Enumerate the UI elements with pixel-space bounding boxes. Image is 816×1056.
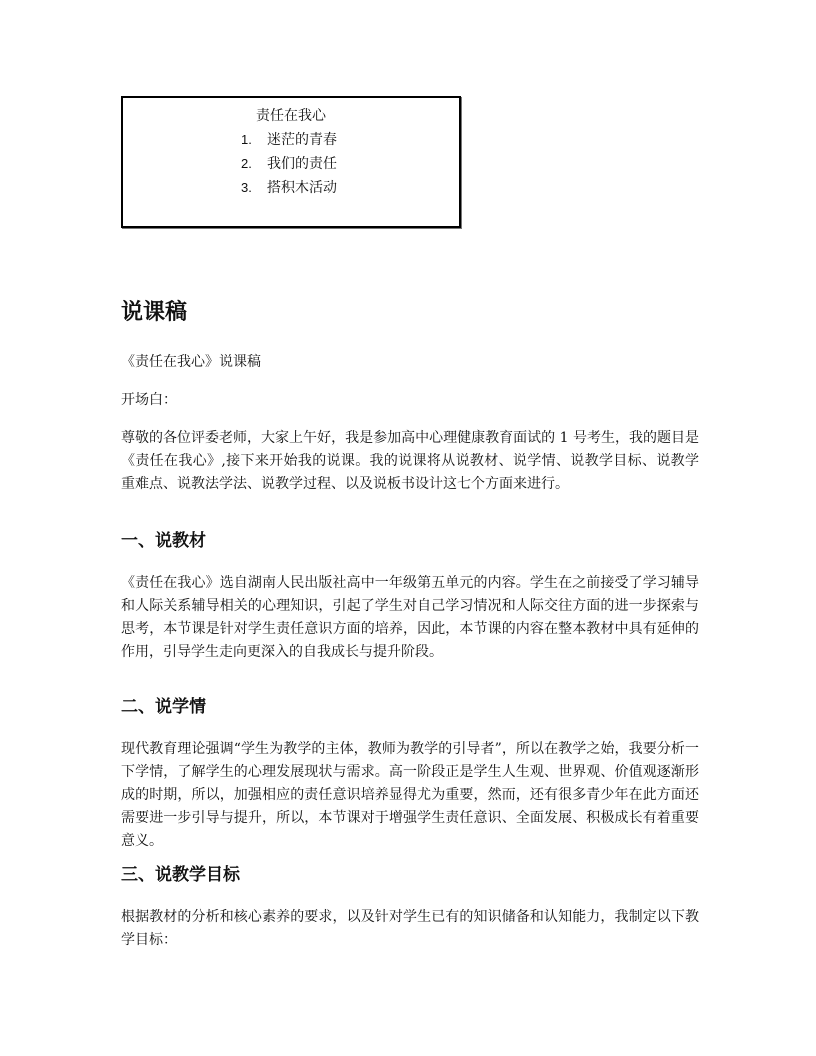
section-heading-students: 二、说学情 [121,697,206,717]
document-title: 说课稿 [121,299,188,325]
section-heading-textbook: 一、说教材 [121,531,206,551]
opening-label: 开场白： [121,392,177,408]
board-title: 责任在我心 [256,108,326,124]
board-outline-list [241,128,337,200]
opening-paragraph: 尊敬的各位评委老师，大家上午好，我是参加高中心理健康教育面试的 1 号考生，我的题目是《责任在我心》,接下来开始我的说课。我的说课将从说教材、说学情、说教学目标、说教学重难点、说教法学法、说教学过程、以及说板书设计这七个方面来进行。 [121,430,699,492]
board-item-text: 迷茫的青春 [267,132,337,148]
board-item-number: 2. [241,156,252,171]
board-item [241,128,337,152]
section-paragraph-objectives: 根据教材的分析和核心素养的要求，以及针对学生已有的知识储备和认知能力，我制定以下教学目标： [121,909,699,948]
board-item [241,152,337,176]
blackboard-design-box [121,96,461,228]
board-item-number: 1. [241,132,252,147]
board-item-text: 我们的责任 [267,156,337,172]
section-paragraph-textbook: 《责任在我心》选自湖南人民出版社高中一年级第五单元的内容。学生在之前接受了学习辅导和人际关系辅导相关的心理知识，引起了学生对自己学习情况和人际交往方面的进一步探索与思考，本节课是针对学生责任意识方面的培养，因此，本节课的内容在整本教材中具有延伸的作用，引导学生走向更深入的自我成长与提升阶段。 [121,575,699,660]
board-item-text: 搭积木活动 [267,180,337,196]
board-item [241,176,337,200]
section-heading-objectives: 三、说教学目标 [121,865,240,885]
section-paragraph-students: 现代教育理论强调“学生为教学的主体，教师为教学的引导者”，所以在教学之始，我要分析一下学情，了解学生的心理发展现状与需求。高一阶段正是学生人生观、世界观、价值观逐渐形成的时期，所以，加强相应的责任意识培养显得尤为重要，然而，还有很多青少年在此方面还需要进一步引导与提升，所以，本节课对于增强学生责任意识、全面发展、积极成长有着重要意义。 [121,741,699,849]
board-item-number: 3. [241,180,252,195]
document-subtitle: 《责任在我心》说课稿 [121,354,261,370]
